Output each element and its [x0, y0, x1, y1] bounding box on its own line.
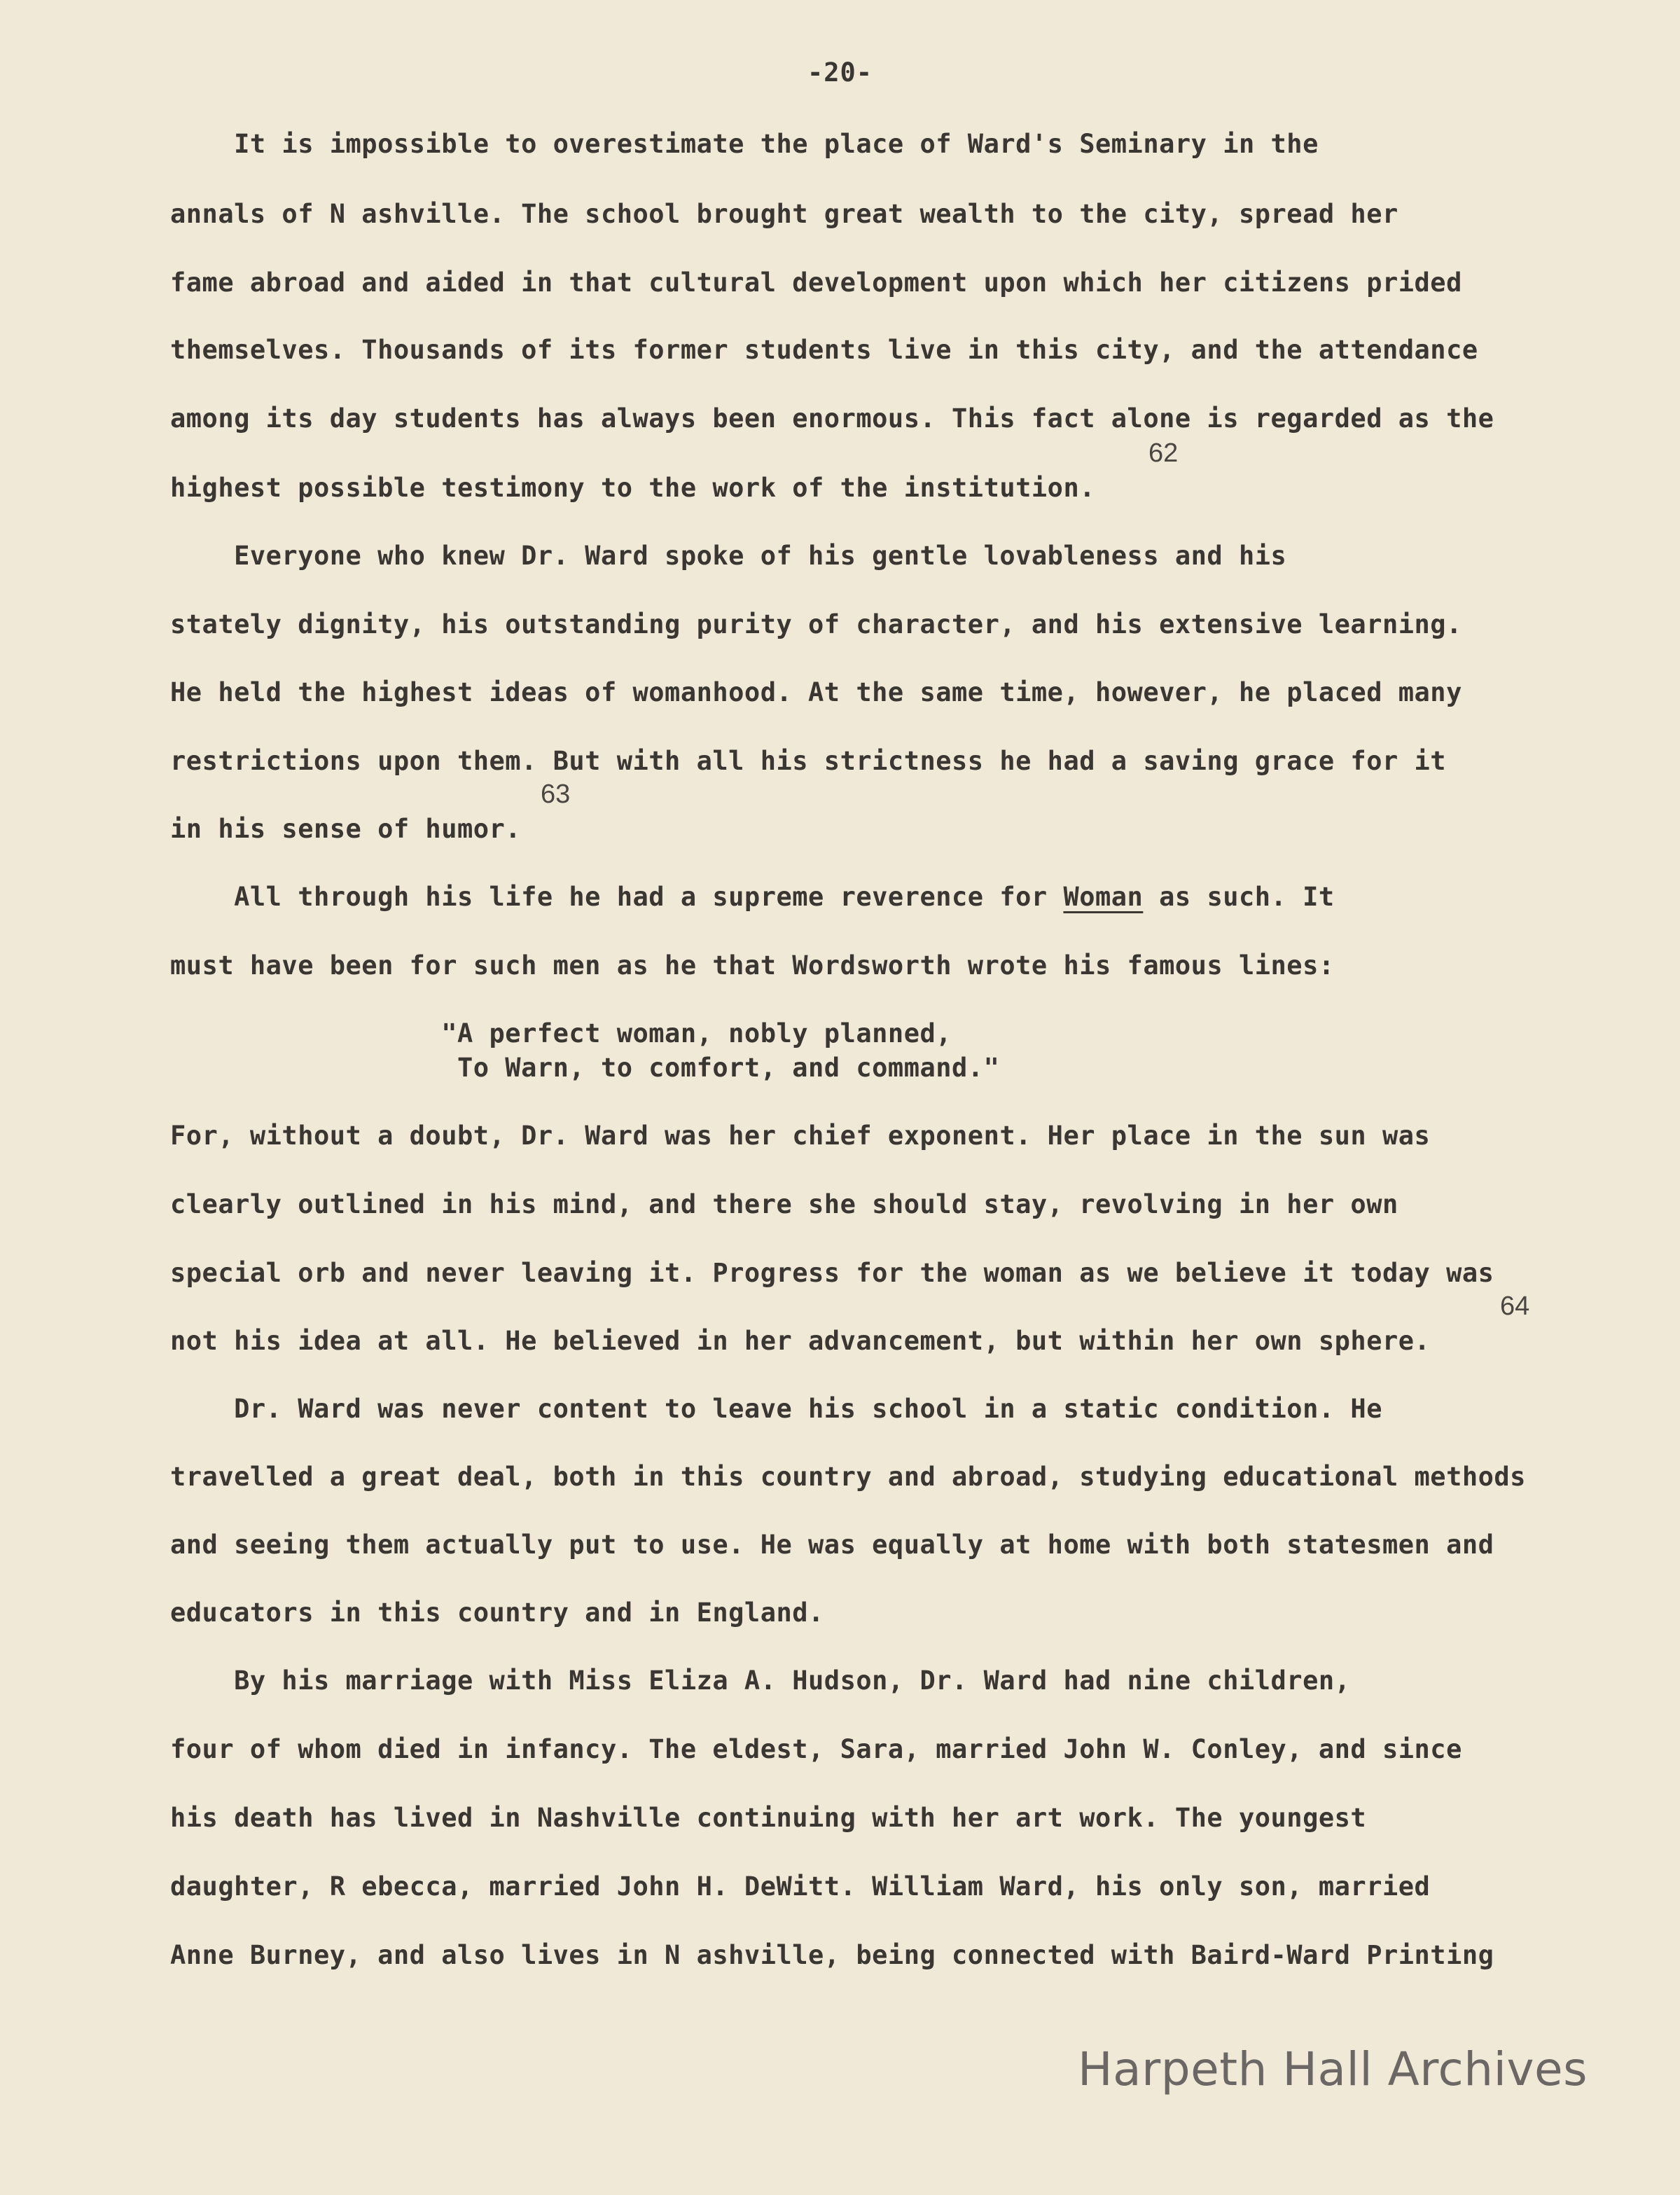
text-line: clearly outlined in his mind, and there she should stay, revolving in her own	[170, 1189, 1398, 1219]
text-line: four of whom died in infancy. The eldest, Sara, married John W. Conley, and since	[170, 1734, 1462, 1764]
text-line: Everyone who knew Dr. Ward spoke of his gentle lovableness and his	[170, 541, 1287, 571]
text-line: daughter, R ebecca, married John H. DeWitt. William Ward, his only son, married	[170, 1871, 1431, 1902]
footnote-mark: 63	[541, 780, 571, 809]
text-line: He held the highest ideas of womanhood. At the same time, however, he placed many	[170, 677, 1462, 707]
text-line: annals of N ashville. The school brought great wealth to the city, spread her	[170, 199, 1398, 229]
text-line: highest possible testimony to the work of the institution.	[170, 473, 1096, 503]
text-line: not his idea at all. He believed in her advancement, but within her own sphere.	[170, 1326, 1431, 1356]
text-line: All through his life he had a supreme reverence for Woman as such. It	[170, 882, 1335, 912]
text-line: By his marriage with Miss Eliza A. Hudson, Dr. Ward had nine children,	[170, 1666, 1351, 1696]
text-line: Anne Burney, and also lives in N ashville, being connected with Baird-Ward Printing	[170, 1940, 1494, 1970]
text-line: To Warn, to comfort, and command."	[170, 1053, 1000, 1083]
text-line: themselves. Thousands of its former students live in this city, and the attendance	[170, 335, 1478, 365]
text-line: among its day students has always been enormous. This fact alone is regarded as the	[170, 403, 1494, 434]
text-line: For, without a doubt, Dr. Ward was her chief exponent. Her place in the sun was	[170, 1121, 1431, 1151]
text-line: It is impossible to overestimate the place of Ward's Seminary in the	[170, 129, 1319, 159]
text-line: "A perfect woman, nobly planned,	[170, 1018, 952, 1048]
text-line: in his sense of humor.	[170, 814, 522, 844]
text-line: and seeing them actually put to use. He was equally at home with both statesmen and	[170, 1530, 1494, 1560]
text-line: stately dignity, his outstanding purity of character, and his extensive learning.	[170, 609, 1462, 639]
footnote-mark: 62	[1148, 438, 1179, 468]
text-line: travelled a great deal, both in this country and abroad, studying educational methods	[170, 1462, 1526, 1492]
underlined-word: Woman	[1063, 882, 1144, 912]
page-number: -20-	[807, 57, 873, 88]
text-line: fame abroad and aided in that cultural development upon which her citizens prided	[170, 268, 1462, 298]
text-line: restrictions upon them. But with all his strictness he had a saving grace for it	[170, 746, 1447, 776]
footnote-mark: 64	[1500, 1292, 1530, 1321]
text-line: must have been for such men as he that Wordsworth wrote his famous lines:	[170, 950, 1335, 981]
archive-watermark: Harpeth Hall Archives	[1078, 2042, 1588, 2096]
text-line: his death has lived in Nashville continuing with her art work. The youngest	[170, 1803, 1367, 1833]
text-line: special orb and never leaving it. Progress for the woman as we believe it today was	[170, 1258, 1494, 1288]
text-line: Dr. Ward was never content to leave his school in a static condition. He	[170, 1394, 1382, 1424]
text-line: educators in this country and in England.	[170, 1598, 824, 1628]
